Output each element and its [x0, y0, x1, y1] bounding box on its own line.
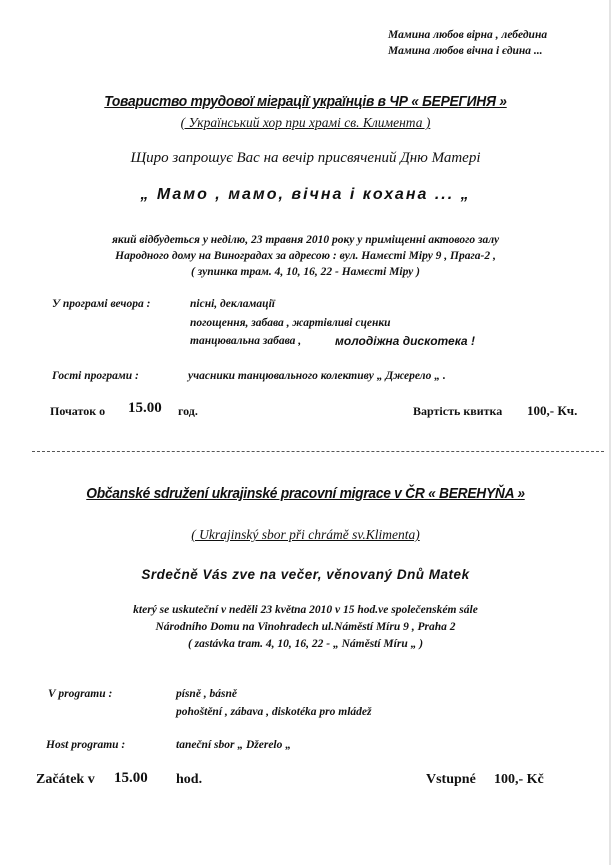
cz-guests-label: Host programu :: [46, 739, 126, 751]
ua-event-name: „ Мамо , мамо, вічна і кохана ... „: [140, 186, 471, 203]
cz-title: Občanské sdružení ukrajinské pracovní migrace v ČR « BEREHYŇA »: [86, 485, 525, 502]
ua-where-1: який відбудеться у неділю, 23 травня 2010 року у приміщенні актового залу: [111, 234, 500, 246]
ua-start-unit: год.: [178, 404, 198, 418]
cz-start-unit: hod.: [176, 772, 203, 787]
ua-price: 100,- Кч.: [527, 403, 578, 418]
ua-program-1: пісні, декламації: [190, 298, 275, 310]
ua-subtitle: ( Український хор при храмі св. Климента ): [180, 115, 431, 130]
ua-program-3a: танцювальна забава ,: [190, 335, 302, 347]
cz-guests: taneční sbor „ Džerelo „: [176, 739, 291, 751]
ua-start-time: 15.00: [128, 400, 162, 416]
ua-invite: Щиро запрошує Вас на вечір присвячений Дню Матері: [130, 150, 481, 166]
ua-price-label: Вартість квитка: [413, 404, 503, 418]
cz-subtitle: ( Ukrajinský sbor při chrámě sv.Klimenta): [191, 527, 420, 542]
cz-where-3: ( zastávka tram. 4, 10, 16, 22 - „ Náměstí Míru „ ): [187, 638, 424, 650]
cz-program-1: písně , básně: [176, 688, 238, 700]
ua-guests-label: Гості програми :: [52, 370, 139, 382]
ua-where-3: ( зупинка трам. 4, 10, 16, 22 - Намєсті Міру ): [190, 266, 420, 278]
cz-program-2: pohoštění , zábava , diskotéka pro mládež: [176, 706, 372, 718]
cz-program-label: V programu :: [48, 688, 113, 700]
cz-start-time: 15.00: [114, 770, 148, 786]
ua-program-2: погощення, забава , жартівливі сценки: [190, 317, 391, 329]
cz-where-1: který se uskuteční v neděli 23 května 2010 v 15 hod.ve společenském sále: [133, 604, 478, 616]
cz-start-label: Začátek v: [36, 772, 95, 787]
ua-program-label: У програмі вечора :: [52, 298, 151, 310]
section-divider: [32, 451, 604, 452]
cz-where-2: Národního Domu na Vinohradech ul.Náměstí Míru 9 , Praha 2: [155, 621, 456, 633]
cz-price: 100,- Kč: [494, 772, 544, 787]
ua-title: Товариство трудової міграції українців в ЧР « БЕРЕГИНЯ »: [104, 93, 507, 110]
ua-program-3b: молодіжна дискотека !: [335, 334, 475, 348]
cz-price-label: Vstupné: [426, 772, 476, 787]
poem-line-2: Мамина любов вічна і єдина ...: [388, 45, 543, 57]
poem-line-1: Мамина любов вірна , лебедина: [388, 29, 548, 41]
cz-invite: Srdečně Vás zve na večer, věnovaný Dnů Matek: [141, 567, 470, 582]
ua-start-label: Початок о: [50, 404, 106, 418]
ua-guests: учасники танцювального колективу „ Джерело „ .: [188, 370, 446, 382]
ua-where-2: Народного дому на Виноградах за адресою : вул. Намєсті Міру 9 , Прага-2 ,: [115, 250, 496, 262]
